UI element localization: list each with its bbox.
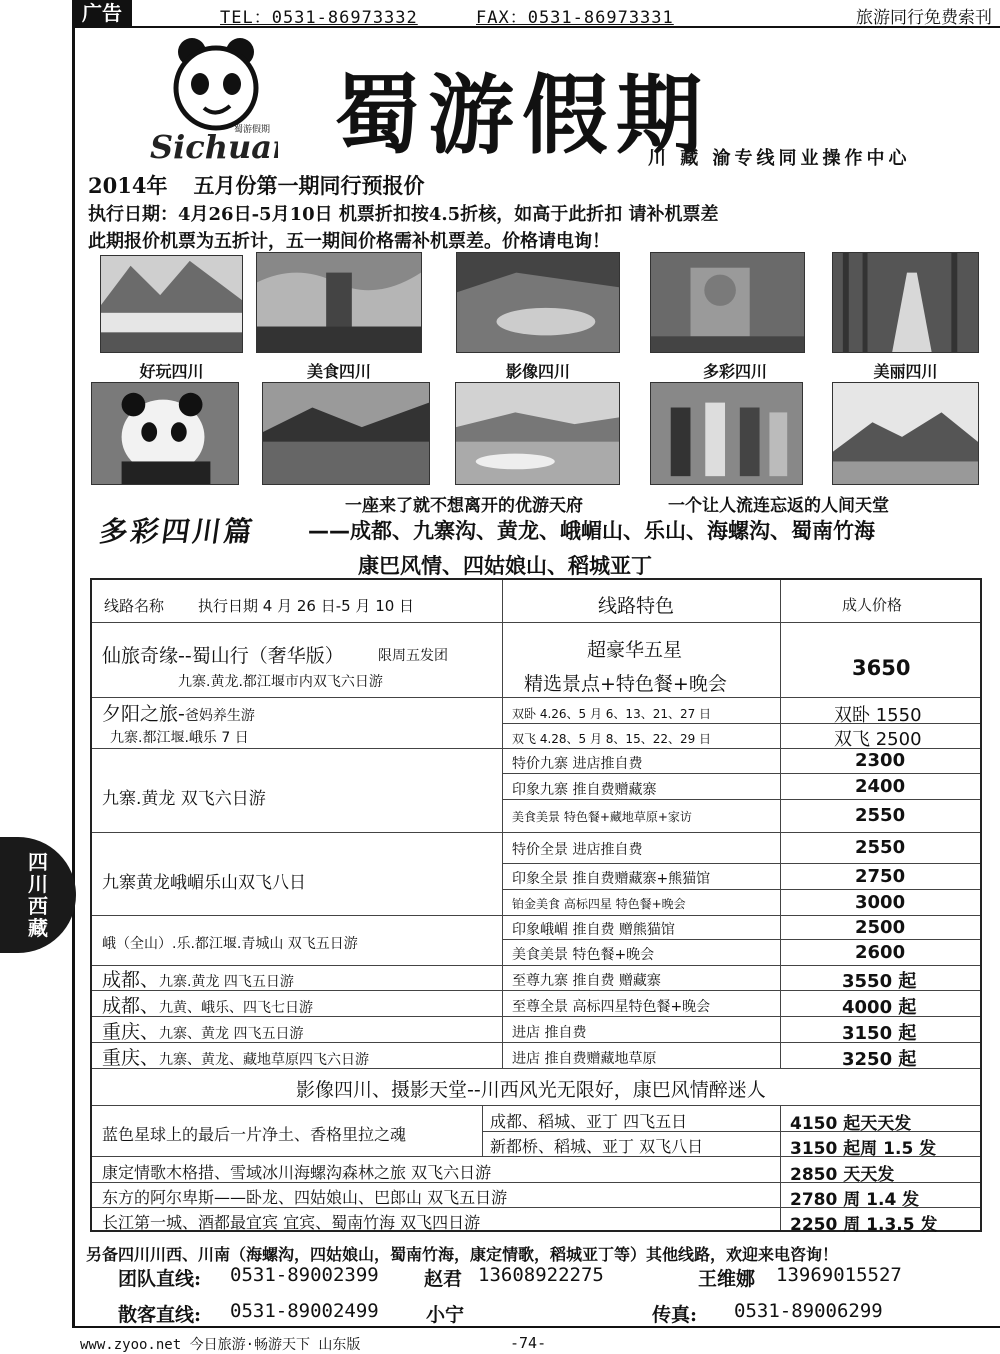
feature-line: 印象全景 推自费赠藏寨+熊猫馆	[512, 871, 711, 887]
price-value: 3150 起周 1.5 发	[790, 1139, 937, 1159]
feature-line: 特价九寨 进店推自费	[512, 756, 643, 772]
top-tel: TEL：0531-86973332	[220, 8, 418, 28]
price-value: 3250 起	[842, 1049, 917, 1070]
feature-line: 进店 推自费赠藏地草原	[512, 1051, 657, 1067]
photo-panda	[91, 382, 239, 485]
feature-line: 进店 推自费	[512, 1025, 587, 1041]
more-routes-note: 另备四川川西、川南（海螺沟，四姑娘山，蜀南竹海，康定情歌，稻城亚丁等）其他线路，欢迎来电咨询！	[86, 1245, 839, 1264]
intro-line-1	[88, 170, 424, 200]
feature-line: 精选景点+特色餐+晚会	[524, 673, 727, 695]
photo-lake	[100, 255, 243, 353]
price-value: 3150 起	[842, 1023, 917, 1044]
route-title	[102, 1043, 369, 1070]
route-title	[102, 1017, 303, 1044]
intro-period: 五月份第一期同行预报价	[193, 173, 425, 198]
route-title: 长江第一城、酒都最宜宾 宜宾、蜀南竹海 双飞四日游	[102, 1213, 481, 1232]
section-destinations: ——成都、九寨沟、黄龙、峨嵋山、乐山、海螺沟、蜀南竹海	[308, 519, 875, 543]
side-tab-char: 西	[28, 894, 48, 918]
route-city: 成都、	[102, 969, 160, 991]
route-title-main: 夕阳之旅-	[102, 703, 185, 725]
caption-image-sichuan: 影像四川	[505, 362, 570, 381]
photo-mountain-lake	[262, 382, 430, 485]
price-value: 3550 起	[842, 971, 917, 992]
ad-tag: 广告	[72, 0, 132, 26]
magazine-label: 旅游同行免费索刊	[856, 8, 992, 28]
feature-line: 双飞 4.28、5 月 8、15、22、29 日	[512, 732, 712, 746]
price-value: 3650	[852, 656, 911, 680]
caption-paradise-1: 一座来了就不想离开的优游天府	[345, 496, 583, 516]
side-tab-char: 四	[28, 850, 48, 874]
route-sub: 成都、稻城、亚丁 四飞五日	[490, 1112, 688, 1131]
logo-en-text: Sichua	[150, 128, 273, 164]
route-rest: 九黄、峨乐、四飞七日游	[159, 1000, 314, 1016]
route-title: 蓝色星球上的最后一片净土、香格里拉之魂	[102, 1125, 407, 1144]
photo-leshan-buddha	[650, 252, 805, 353]
photo-ethnic-dancers	[650, 382, 803, 485]
feature-line: 超豪华五星	[587, 639, 683, 661]
route-title: 仙旅奇缘--蜀山行（奢华版）	[102, 645, 344, 667]
caption-beautiful-sichuan: 美丽四川	[873, 362, 938, 381]
price-value: 双飞 2500	[834, 729, 922, 750]
route-sub: 九寨.黄龙.都江堰市内双飞六日游	[178, 674, 383, 690]
retail-tel: 0531-89002499	[230, 1300, 379, 1322]
price-value: 2400	[855, 776, 906, 797]
side-tab-sichuan-tibet	[0, 837, 76, 953]
caption-paradise-2: 一个让人流连忘返的人间天堂	[668, 496, 889, 516]
route-title: 东方的阿尔卑斯——卧龙、四姑娘山、巴郎山 双飞五日游	[102, 1188, 508, 1207]
bottom-rule	[72, 1326, 1000, 1328]
price-value: 4000 起	[842, 997, 917, 1018]
feature-line: 至尊九寨 推自费 赠藏寨	[512, 973, 661, 989]
price-value: 2750	[855, 866, 906, 887]
route-title: 九寨.黄龙 双飞六日游	[102, 789, 266, 809]
route-sub: 新都桥、稻城、亚丁 双飞八日	[490, 1137, 704, 1156]
top-bar	[0, 0, 1000, 26]
head-exec-date: 执行日期 4 月 26 日-5 月 10 日	[198, 597, 415, 615]
fax-tel: 0531-89006299	[734, 1300, 883, 1322]
retail-line-label: 散客直线:	[118, 1304, 202, 1326]
page-number: -74-	[510, 1334, 547, 1352]
logo-cn-text: 蜀游假期	[234, 125, 271, 135]
feature-line: 双卧 4.26、5 月 6、13、21、27 日	[512, 707, 712, 721]
head-price: 成人价格	[842, 596, 903, 614]
intro-year: 2014年	[88, 173, 168, 198]
contact-name: 王维娜	[698, 1268, 756, 1290]
feature-line: 美食美景 特色餐+藏地草原+家访	[512, 810, 692, 824]
contact-name: 赵君	[424, 1268, 463, 1290]
side-tab-char: 川	[28, 872, 48, 896]
feature-line: 印象峨嵋 推自费 赠熊猫馆	[512, 922, 675, 938]
feature-line: 美食美景 特色餐+晚会	[512, 947, 655, 963]
route-sub: 九寨.都江堰.峨乐 7 日	[110, 730, 249, 746]
photo-snow-mountain	[832, 382, 979, 485]
feature-line: 铂金美食 高标四星 特色餐+晚会	[512, 897, 686, 911]
fax-label: 传真:	[652, 1304, 698, 1326]
route-city: 重庆、	[102, 1047, 160, 1069]
route-rest: 九寨、黄龙、藏地草原四飞六日游	[159, 1052, 370, 1068]
route-rest: 九寨.黄龙 四飞五日游	[159, 974, 294, 990]
panda-logo	[148, 34, 278, 164]
route-title	[102, 965, 294, 992]
caption-food-sichuan: 美食四川	[306, 362, 371, 381]
price-table	[90, 578, 982, 1235]
site-footer: www.zyoo.net 今日旅游·畅游天下 山东版	[80, 1337, 361, 1353]
contact-phone: 13969015527	[776, 1264, 902, 1286]
head-feature: 线路特色	[598, 595, 675, 617]
price-value: 3000	[855, 892, 906, 913]
side-tab-char: 藏	[28, 916, 48, 940]
photo-tour-banner: 影像四川、摄影天堂--川西风光无限好，康巴风情醉迷人	[296, 1079, 766, 1101]
feature-line: 特价全景 进店推自费	[512, 842, 643, 858]
route-title	[102, 991, 313, 1018]
photo-grassland	[455, 382, 620, 485]
brand-title: 蜀游假期	[334, 65, 710, 166]
route-title-small: 爸妈养生游	[184, 708, 255, 724]
route-title: 峨（全山）.乐.都江堰.青城山 双飞五日游	[102, 936, 358, 952]
route-title: 九寨黄龙峨嵋乐山双飞八日	[102, 873, 306, 893]
caption-fun-sichuan: 好玩四川	[139, 362, 204, 381]
price-value: 2500	[855, 917, 906, 938]
team-line-label: 团队直线:	[118, 1268, 202, 1290]
price-value: 2850 天天发	[790, 1165, 895, 1185]
intro-line-2: 执行日期：4月26日-5月10日 机票折扣按4.5折核，如高于此折扣 请补机票差	[88, 204, 719, 225]
route-title: 康定情歌木格措、雪域冰川海螺沟森林之旅 双飞六日游	[102, 1163, 492, 1182]
section-title: 多彩四川篇	[97, 515, 258, 548]
price-value: 2300	[855, 750, 906, 771]
intro-line-3: 此期报价机票为五折计，五一期间价格需补机票差。价格请电询！	[88, 231, 610, 252]
team-tel: 0531-89002399	[230, 1264, 379, 1286]
route-rest: 九寨、黄龙 四飞五日游	[159, 1026, 304, 1042]
feature-line: 印象九寨 推自费赠藏寨	[512, 782, 657, 798]
brand-subtitle: 川 藏 渝专线同业操作中心	[648, 148, 911, 169]
route-title	[102, 699, 255, 726]
photo-valley	[456, 252, 620, 353]
head-route-name: 线路名称	[104, 597, 165, 615]
photo-bamboo-path	[832, 252, 979, 353]
price-value: 双卧 1550	[834, 705, 922, 726]
price-value: 2550	[855, 805, 906, 826]
caption-colorful-sichuan: 多彩四川	[702, 362, 767, 381]
top-fax: FAX：0531-86973331	[476, 8, 674, 28]
price-value: 2250 周 1.3.5 发	[790, 1215, 938, 1235]
route-note: 限周五发团	[378, 648, 448, 664]
section-destinations-2: 康巴风情、四姑娘山、稻城亚丁	[358, 554, 652, 578]
price-value: 2780 周 1.4 发	[790, 1190, 920, 1210]
price-value: 2600	[855, 942, 906, 963]
contact-name: 小宁	[426, 1304, 465, 1326]
photo-buddha-statue	[256, 252, 422, 353]
price-value: 2550	[855, 837, 906, 858]
route-city: 成都、	[102, 995, 160, 1017]
feature-line: 至尊全景 高标四星特色餐+晚会	[512, 999, 711, 1015]
contact-phone: 13608922275	[478, 1264, 604, 1286]
price-value: 4150 起天天发	[790, 1114, 912, 1134]
route-city: 重庆、	[102, 1021, 160, 1043]
